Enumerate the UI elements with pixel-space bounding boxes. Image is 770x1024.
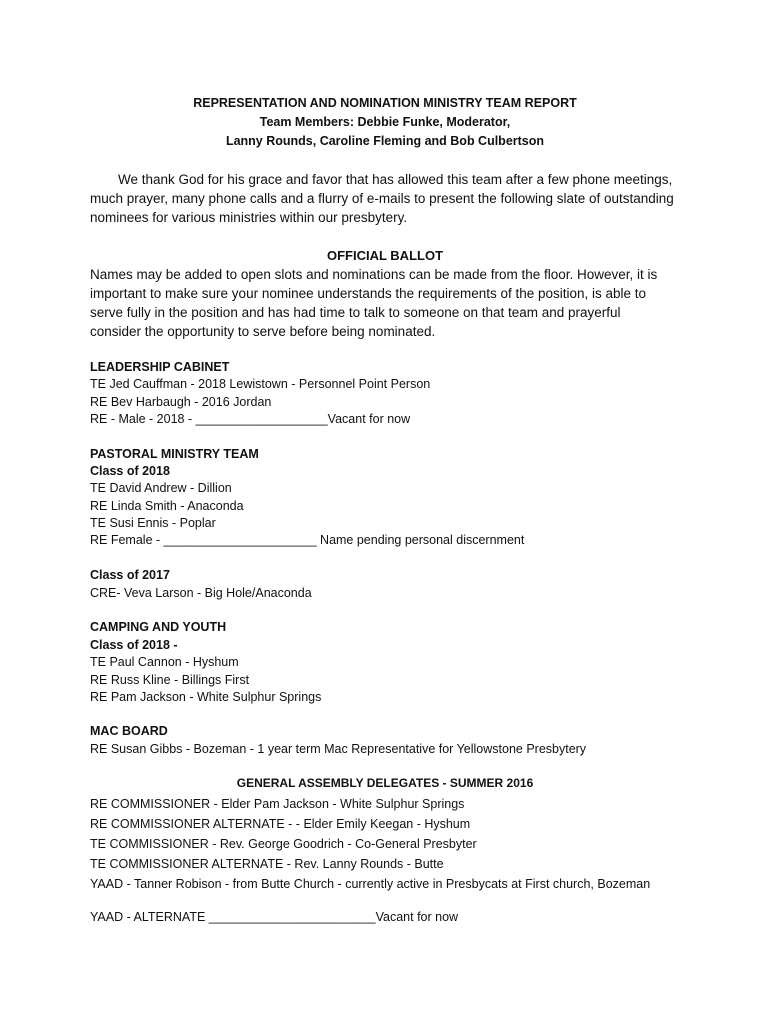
team-members-line: Team Members: Debbie Funke, Moderator, xyxy=(259,115,511,129)
team-members-names: Lanny Rounds, Caroline Fleming and Bob Culbertson xyxy=(225,134,545,148)
list-item: RE COMMISSIONER - Elder Pam Jackson - White Sulphur Springs xyxy=(90,797,465,811)
report-title: REPRESENTATION AND NOMINATION MINISTRY TEAM REPORT xyxy=(193,96,577,110)
intro-paragraph: We thank God for his grace and favor that has allowed this team after a few phone meetings, much prayer, many phone calls and a flurry of e-mails to present the following slate of outstanding nominees for various ministries within our presbytery. xyxy=(90,172,674,225)
ballot-paragraph: Names may be added to open slots and nominations can be made from the floor. However, it is important to make sure your nominee understands the requirements of the position, is able to serve fully in the position and has had time to talk to someone on that team and prayerful consider the opportunity to serve before being nominated. xyxy=(90,267,658,339)
general-assembly-heading: GENERAL ASSEMBLY DELEGATES - SUMMER 2016 xyxy=(236,776,534,790)
list-item: RE Female - ______________________ Name pending personal discernment xyxy=(90,533,525,547)
list-item: RE Russ Kline - Billings First xyxy=(90,673,250,687)
list-item: TE COMMISSIONER ALTERNATE - Rev. Lanny Rounds - Butte xyxy=(90,857,444,871)
list-item: RE - Male - 2018 - ___________________Vacant for now xyxy=(90,412,411,426)
list-item: TE David Andrew - Dillion xyxy=(90,481,232,495)
list-item: RE Linda Smith - Anaconda xyxy=(90,499,244,513)
camping-youth-heading: CAMPING AND YOUTH xyxy=(90,620,227,634)
list-item: TE Susi Ennis - Poplar xyxy=(90,516,216,530)
list-item: TE Jed Cauffman - 2018 Lewistown - Personnel Point Person xyxy=(90,377,431,391)
list-item: CRE- Veva Larson - Big Hole/Anaconda xyxy=(90,586,312,600)
list-item: YAAD - Tanner Robison - from Butte Church - currently active in Presbycats at First church, Bozeman xyxy=(90,877,651,891)
camping-class-label: Class of 2018 - xyxy=(90,638,178,652)
leadership-cabinet-heading: LEADERSHIP CABINET xyxy=(90,360,230,374)
list-item: TE Paul Cannon - Hyshum xyxy=(90,655,239,669)
list-item: RE Bev Harbaugh - 2016 Jordan xyxy=(90,395,272,409)
list-item: TE COMMISSIONER - Rev. George Goodrich - Co-General Presbyter xyxy=(90,837,477,851)
pastoral-ministry-heading: PASTORAL MINISTRY TEAM xyxy=(90,447,259,461)
class-2018-label: Class of 2018 xyxy=(90,464,170,478)
list-item: RE Susan Gibbs - Bozeman - 1 year term Mac Representative for Yellowstone Presbytery xyxy=(90,742,587,756)
list-item: RE COMMISSIONER ALTERNATE - - Elder Emily Keegan - Hyshum xyxy=(90,817,471,831)
yaad-alternate-line: YAAD - ALTERNATE ________________________Vacant for now xyxy=(90,910,459,924)
class-2017-label: Class of 2017 xyxy=(90,568,170,582)
mac-board-heading: MAC BOARD xyxy=(90,724,168,738)
official-ballot-heading: OFFICIAL BALLOT xyxy=(326,248,444,263)
list-item: RE Pam Jackson - White Sulphur Springs xyxy=(90,690,322,704)
